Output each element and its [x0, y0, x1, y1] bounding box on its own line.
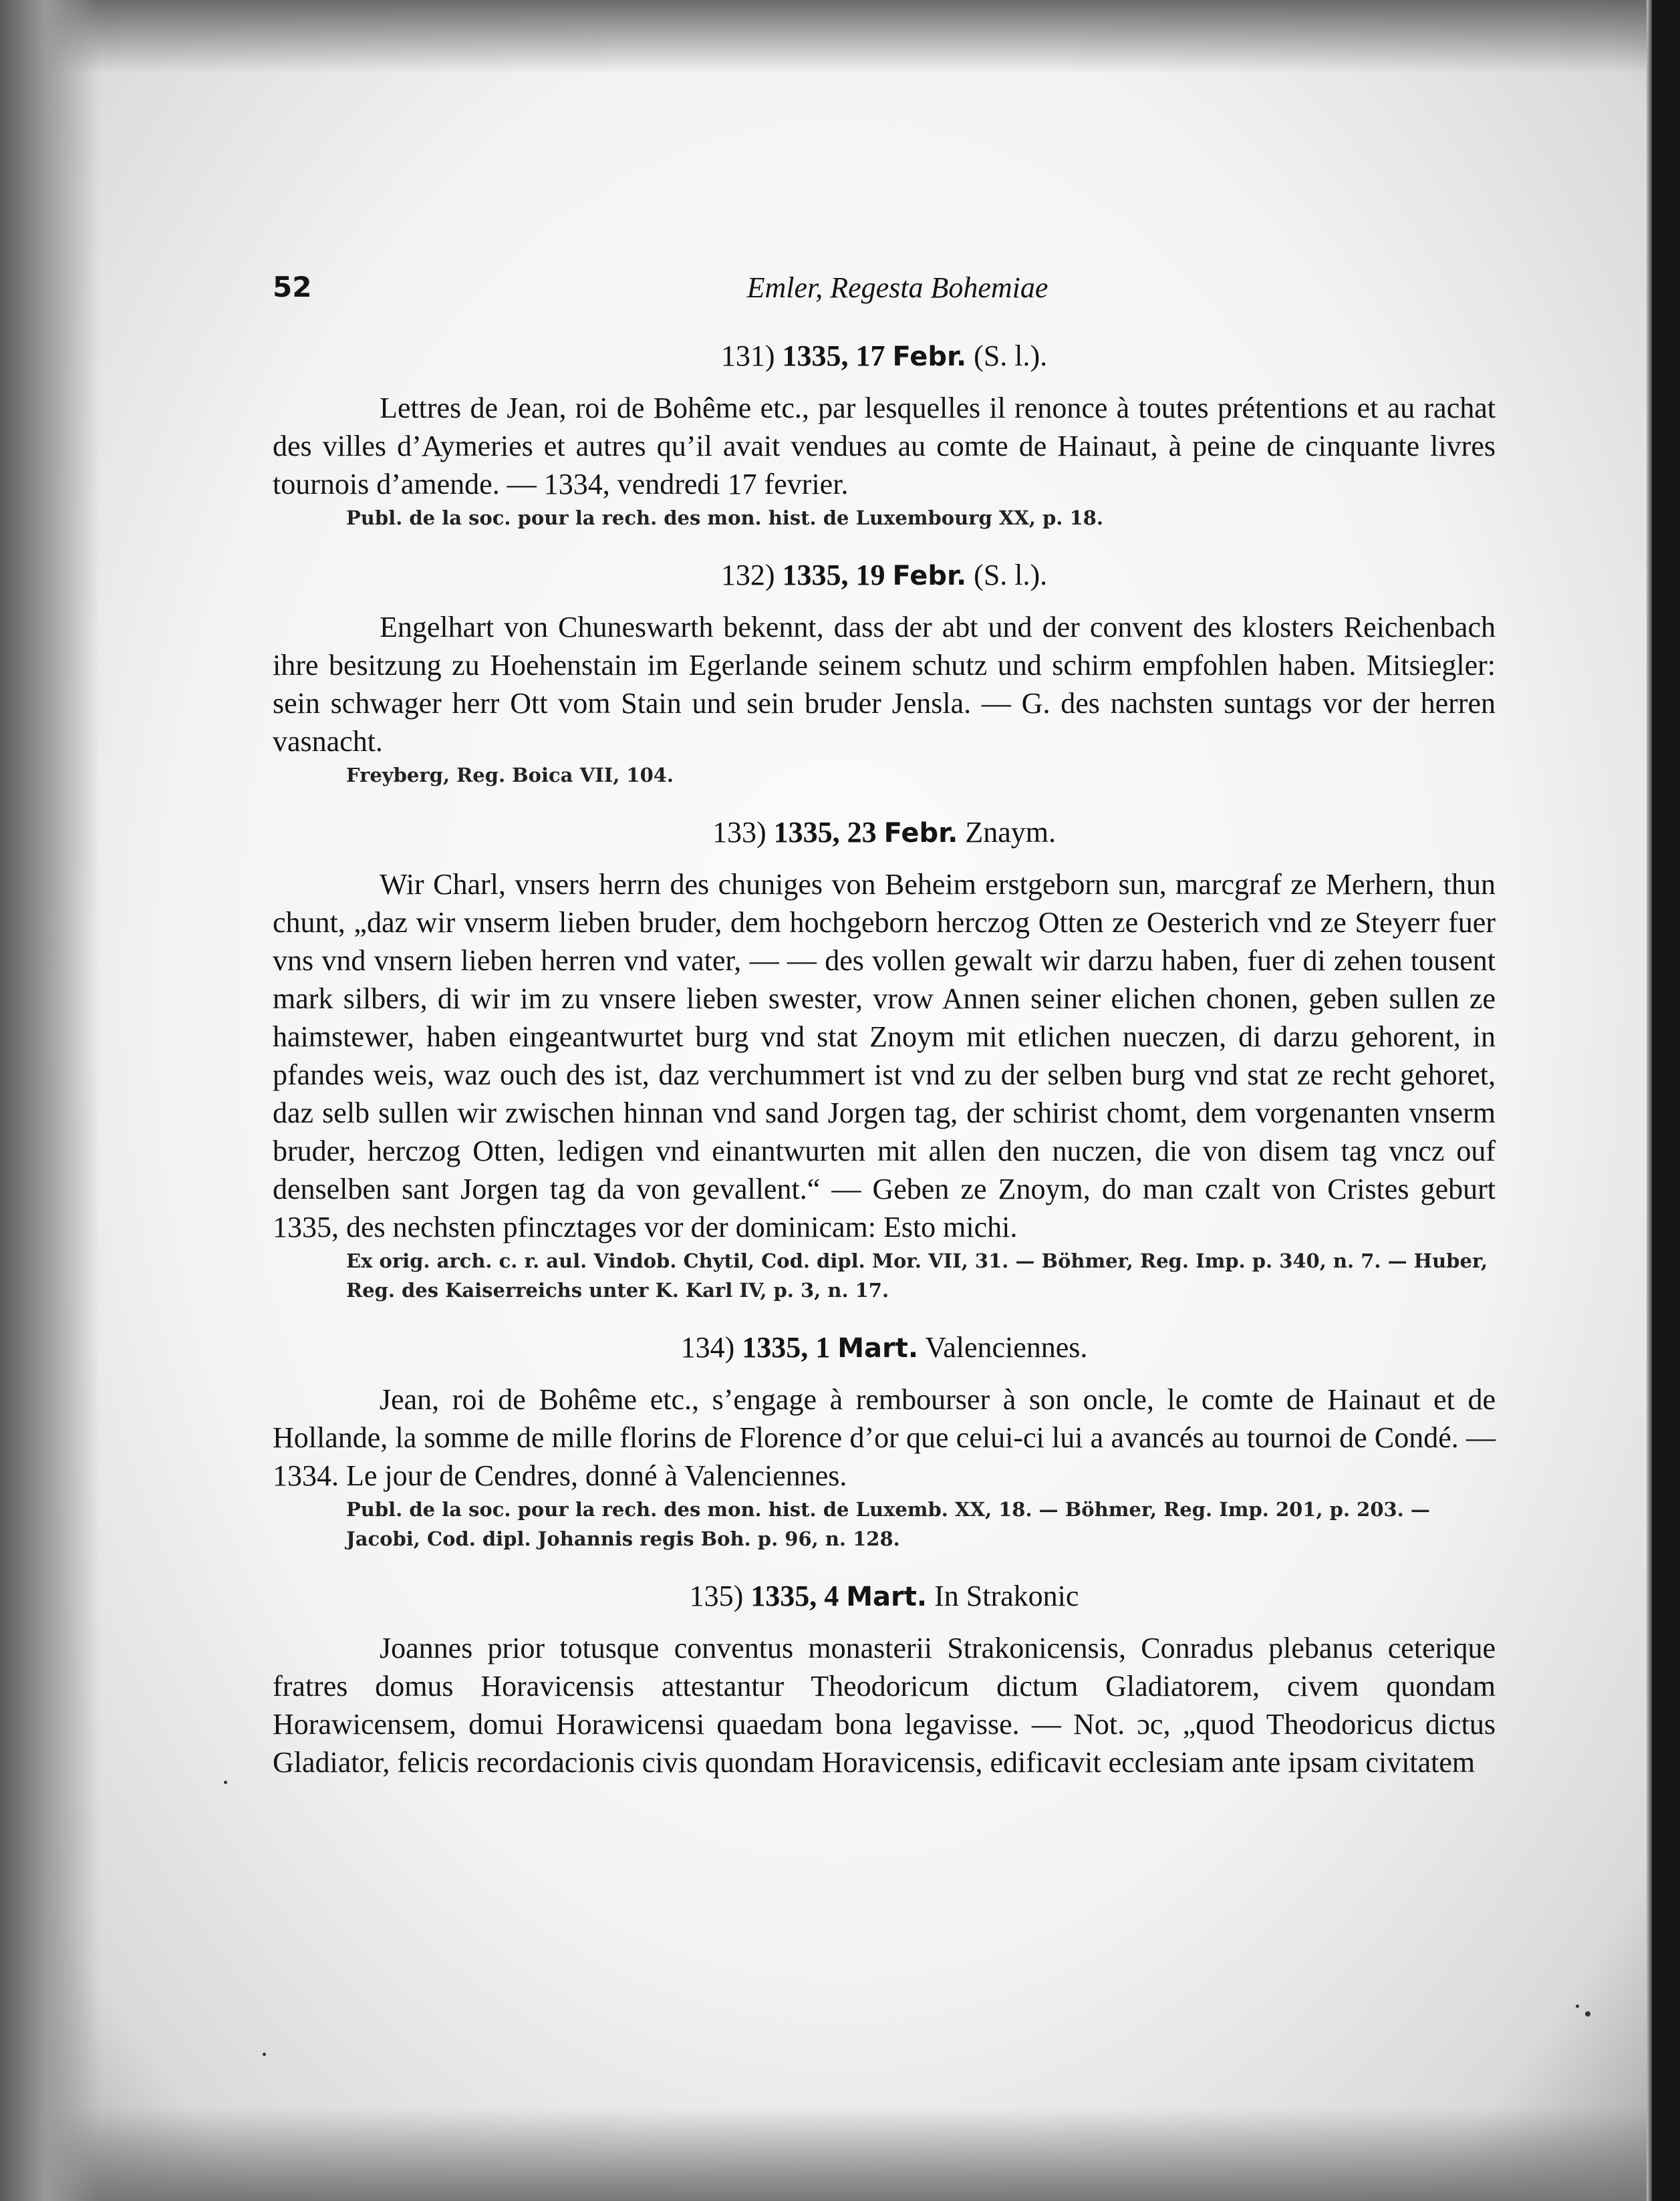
entry-month: Mart. — [846, 1582, 928, 1612]
entry-place: (S. l.). — [974, 559, 1048, 591]
ink-speck — [1585, 2011, 1590, 2017]
entry-134 — [273, 1329, 1496, 1554]
entry-number: 134) — [680, 1331, 735, 1364]
entry-135 — [273, 1578, 1496, 1781]
entry-heading — [273, 1578, 1496, 1616]
entry-month: Febr. — [892, 561, 967, 591]
entry-source: Publ. de la soc. pour la rech. des mon. hist. de Luxemb. XX, 18. — Böhmer, Reg. Imp. 201, p. 203. — Jacobi, Cod. dipl. Johannis regis Boh. p. 96, n. 128. — [346, 1498, 1430, 1550]
scan-edge-right — [1652, 0, 1680, 2201]
entry-month: Febr. — [883, 818, 958, 849]
entry-text: Wir Charl, vnsers herrn des chuniges von Beheim erstgeborn sun, marcgraf ze Merhern, thun chunt, „daz wir vnserm lieben bruder, dem hochgeborn herczog Otten ze Oesterich vnd ze Steyerr fuer vns vnd vnsern lieben herren vnd vater, — — des vollen gewalt wir darzu haben, fuer di zehen tousent mark silbers, di wir im zu vnsere lieben swester, vrow Annen seiner elichen chonen, geben sullen ze haimstewer, haben eingeantwurtet burg vnd stat Znoym mit etlichen nueczen, di darzu gehorent, in pfandes weis, waz ouch des ist, daz verchummert ist vnd zu der selben burg vnd stat ze recht gehoret, daz selb sullen wir zwischen hinnan vnd sand Jorgen tag, der schirist chomt, dem vorgenanten vnserm bruder, herczog Otten, ledigen vnd einantwurten mit allen den nuczen, die von disem tag vncz ouf denselben sant Jorgen tag da von gevallent.“ — Geben ze Znoym, do man czalt von Cristes geburt 1335, des nechsten pfincztages vor der dominicam: Esto michi. — [273, 868, 1496, 1243]
ink-speck — [263, 2053, 266, 2056]
entry-131 — [273, 337, 1496, 533]
entry-place: In Strakonic — [934, 1580, 1079, 1612]
entry-place: Znaym. — [965, 816, 1056, 849]
entry-source: Publ. de la soc. pour la rech. des mon. hist. de Luxembourg XX, p. 18. — [346, 506, 1103, 529]
running-title: Emler, Regesta Bohemiae — [746, 271, 1048, 304]
entry-number: 131) — [720, 339, 775, 372]
ink-speck — [224, 1781, 227, 1784]
entry-place: (S. l.). — [974, 339, 1048, 372]
entry-text: Jean, roi de Bohême etc., s’engage à rembourser à son oncle, le comte de Hainaut et de Hollande, la somme de mille florins de Florence d’or que celui-ci lui a avancés au tournoi de Condé. — 1334. Le jour de Cendres, donné à Valenciennes. — [273, 1383, 1496, 1492]
entry-month: Mart. — [837, 1333, 919, 1364]
entry-number: 133) — [712, 816, 766, 849]
entry-date: 1335, 17 — [782, 339, 885, 372]
entry-text: Engelhart von Chuneswarth bekennt, dass der abt und der convent des klosters Reichenbach ihre besitzung zu Hoehenstain im Egerlande seinem schutz und schirm empfohlen haben. Mitsiegler: sein schwager herr Ott vom Stain und sein bruder Jensla. — G. des nachsten suntags vor der herren vasnacht. — [273, 611, 1496, 758]
page-number: 52 — [273, 271, 312, 303]
scan-edge-line — [1647, 0, 1652, 2201]
entry-number: 132) — [720, 559, 775, 591]
scan-shadow-left — [0, 0, 100, 2201]
entry-source: Ex orig. arch. c. r. aul. Vindob. Chytil, Cod. dipl. Mor. VII, 31. — Böhmer, Reg. Imp. p. 340, n. 7. — Huber, Reg. des Kaiserreichs unter K. Karl IV, p. 3, n. 17. — [346, 1250, 1488, 1302]
page-header — [273, 271, 1509, 311]
entry-place: Valenciennes. — [925, 1331, 1088, 1364]
entry-heading — [273, 1329, 1496, 1367]
entry-number: 135) — [689, 1580, 744, 1612]
entry-heading — [273, 557, 1496, 595]
entry-text: Joannes prior totusque conventus monasterii Strakonicensis, Conradus plebanus ceterique fratres domus Horavicensis attestantur Theodoricum dictum Gladiatorem, civem quondam Horawicensem, domui Horawicensi quaedam bona legavisse. — Not. ɔc, „quod Theodoricus dictus Gladiator, felicis recordacionis civis quondam Horavicensis, edificavit ecclesiam ante ipsam civitatem — [273, 1632, 1496, 1779]
entry-133 — [273, 814, 1496, 1305]
page-content — [273, 337, 1496, 1781]
scan-shadow-top — [0, 0, 1680, 74]
ink-speck — [1576, 2005, 1579, 2008]
entry-date: 1335, 23 — [773, 816, 877, 849]
entry-source: Freyberg, Reg. Boica VII, 104. — [346, 764, 674, 786]
scan-shadow-bottom — [0, 2107, 1680, 2201]
entry-132 — [273, 557, 1496, 790]
entry-month: Febr. — [892, 341, 967, 372]
entry-date: 1335, 19 — [782, 559, 885, 591]
entry-date: 1335, 4 — [750, 1580, 839, 1612]
entry-text: Lettres de Jean, roi de Bohême etc., par lesquelles il renonce à toutes prétentions et au rachat des villes d’Aymeries et autres qu’il avait vendues au comte de Hainaut, à peine de cinquante livres tournois d’amende. — 1334, vendredi 17 fevrier. — [273, 392, 1496, 500]
entry-heading — [273, 337, 1496, 376]
entry-date: 1335, 1 — [742, 1331, 831, 1364]
entry-heading — [273, 814, 1496, 852]
